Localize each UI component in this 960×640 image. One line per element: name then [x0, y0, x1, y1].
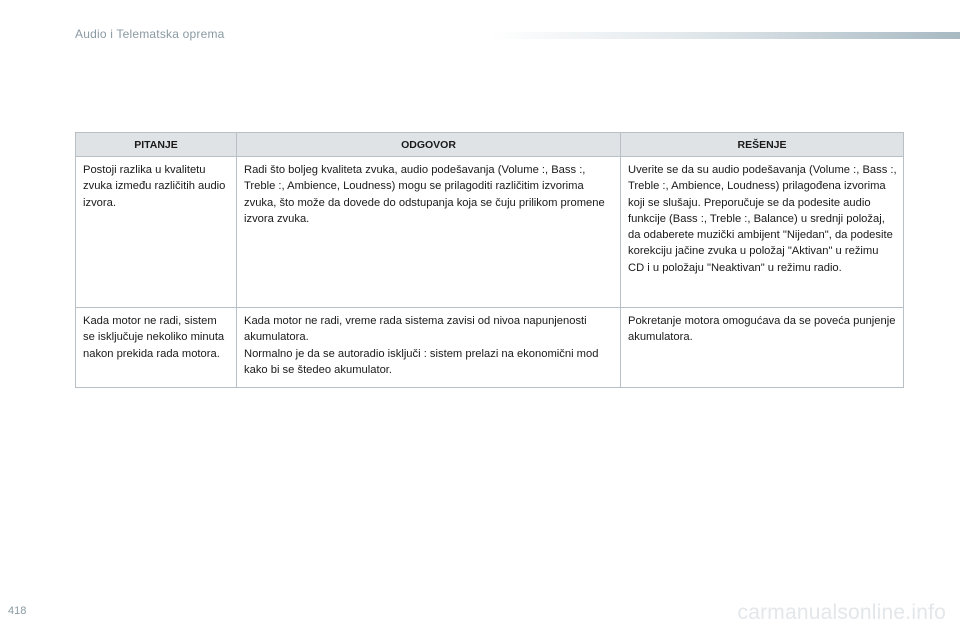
section-title: Audio i Telematska oprema: [75, 27, 225, 41]
answer-paragraph: Normalno je da se autoradio isključi : sistem prelazi na ekonomični mod kako bi se štedeo akumulator.: [244, 347, 599, 376]
answer-cell: Radi što boljeg kvaliteta zvuka, audio podešavanja (Volume :, Bass :, Treble :, Ambience, Loudness) mogu se prilagoditi različitim izvorima zvuka, što može da dovede do odstupanja koja se čuju prilikom promene izvora zvuka.: [237, 157, 621, 308]
column-header-answer: ODGOVOR: [237, 133, 621, 157]
question-cell: Kada motor ne radi, sistem se isključuje nekoliko minuta nakon prekida rada motora.: [76, 308, 237, 388]
table-row: [76, 157, 904, 308]
answer-cell: [237, 308, 621, 388]
question-cell: Postoji razlika u kvalitetu zvuka između različitih audio izvora.: [76, 157, 237, 308]
solution-cell: Uverite se da su audio podešavanja (Volume :, Bass :, Treble :, Ambience, Loudness) prilagođena izvorima koji se slušaju. Preporučuje se da podesite audio funkcije (Bass :, Treble :, Balance) u srednji položaj, da odaberete muzički ambijent "Nijedan", da podesite korekciju jačine zvuka u položaj "Aktivan" u režimu CD i u položaju "Neaktivan" u režimu radio.: [621, 157, 904, 308]
page-number: 418: [8, 605, 27, 617]
watermark: carmanualsonline.info: [737, 601, 946, 624]
troubleshooting-table: [75, 132, 904, 388]
answer-paragraph: Kada motor ne radi, vreme rada sistema zavisi od nivoa napunjenosti akumulatora.: [244, 315, 587, 344]
column-header-solution: REŠENJE: [621, 133, 904, 157]
column-header-question: PITANJE: [76, 133, 237, 157]
table-header-row: [76, 133, 904, 157]
table-row: [76, 308, 904, 388]
solution-cell: Pokretanje motora omogućava da se poveća punjenje akumulatora.: [621, 308, 904, 388]
header-divider: [490, 32, 960, 39]
